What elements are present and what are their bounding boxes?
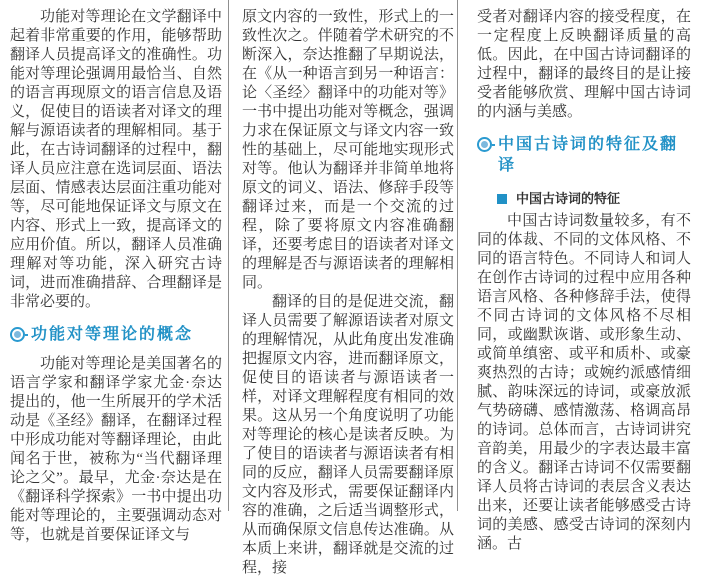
section-heading-text: 中国古诗词的特征及翻译 — [498, 136, 679, 174]
column-2 — [229, 0, 457, 576]
section-heading-ancient-poetry-features — [477, 134, 691, 176]
bullseye-icon — [477, 137, 492, 152]
subsection-heading-poetry-features — [477, 190, 691, 207]
square-bullet-icon — [497, 194, 507, 204]
column-1 — [0, 0, 228, 543]
section-heading-text: 功能对等理论的概念 — [31, 326, 194, 343]
paragraph: 受者对翻译内容的接受程度，在一定程度上反映翻译质量的高低。因此，在中国古诗词翻译的过程中，翻译的最终目的是让接受者能够欣赏、理解中国古诗词的内涵与美感。 — [477, 9, 691, 120]
paragraph: 翻译的目的是促进交流，翻译人员需要了解源语读者对原文的理解情况，从此角度出发准确把握原文内容，进而翻译原文，促使目的语读者与源语读者一样，对译文理解程度有相同的效果。这从另一个角度说明了功能对等理论的核心是读者反映。为了使目的语读者与源语读者有相同的反应，翻译人员需要翻译原文内容及形式，需要保证翻译内容的准确，之后适当调整形式，从而确保原文信息传达准确。从本质上来讲，翻译就是交流的过程，接 — [242, 294, 454, 576]
paragraph: 中国古诗词数量较多，有不同的体裁、不同的文体风格、不同的语言特色。不同诗人和词人在创作古诗词的过程中应用各种语言风格、各种修辞手法，使得不同古诗词的文体风格不尽相同，或幽默诙谐、或形象生动、或简单缜密、或平和质朴、或豪爽热烈的古诗；或婉约派感情细腻、韵味深远的诗词，或豪放派气势磅礴、感情激荡、格调高昂的诗词。总体而言，古诗词讲究音韵美，用最少的字表达最丰富的含义。翻译古诗词不仅需要翻译人员将古诗词的表层含义表达出来，还要让读者能够感受古诗词的美感、感受古诗词的深刻内涵。古 — [477, 213, 691, 552]
paragraph: 功能对等理论在文学翻译中起着非常重要的作用，能够帮助翻译人员提高译文的准确性。功能对等理论强调用最恰当、自然的语言再现原文的语言信息及语义，促使目的语读者对译文的理解与源语读者的理解相同。基于此，在古诗词翻译的过程中，翻译人员应注意在选词层面、语法层面、情感表达层面注重功能对等，尽可能地保证译文与原文在内容、形式上一致，提高译文的应用价值。所以，翻译人员准确理解对等功能，深入研究古诗词，进而准确措辞、合理翻译是非常必要的。 — [10, 9, 222, 310]
paragraph: 原文内容的一致性，形式上的一致性次之。伴随着学术研究的不断深入，奈达推翻了早期说法，在《从一种语言到另一种语言：论〈圣经〉翻译中的功能对等》一书中提出功能对等概念，强调力求在保证原文与译文内容一致性的基础上，尽可能地实现形式对等。他认为翻译并非简单地将原文的词义、语法、修辞手段等翻译过来，而是一个交流的过程，除了要将原文内容准确翻译，还要考虑目的语读者对译文的理解是否与源语读者的理解相同。 — [242, 9, 454, 291]
paragraph: 功能对等理论是美国著名的语言学家和翻译学家尤金·奈达提出的，他一生所展开的学术活动是《圣经》翻译，在翻译过程中形成功能对等翻译理论，由此闻名于世，被称为“当代翻译理论之父”。最早，尤金·奈达是在《翻译科学探索》一书中提出功能对等理论的，主要强调动态对等，也就是首要保证译文与 — [10, 356, 222, 543]
section-heading-functional-equivalence-concept — [10, 324, 222, 345]
bullseye-icon — [10, 327, 25, 342]
column-3 — [458, 0, 709, 552]
subsection-heading-text: 中国古诗词的特征 — [516, 191, 621, 206]
